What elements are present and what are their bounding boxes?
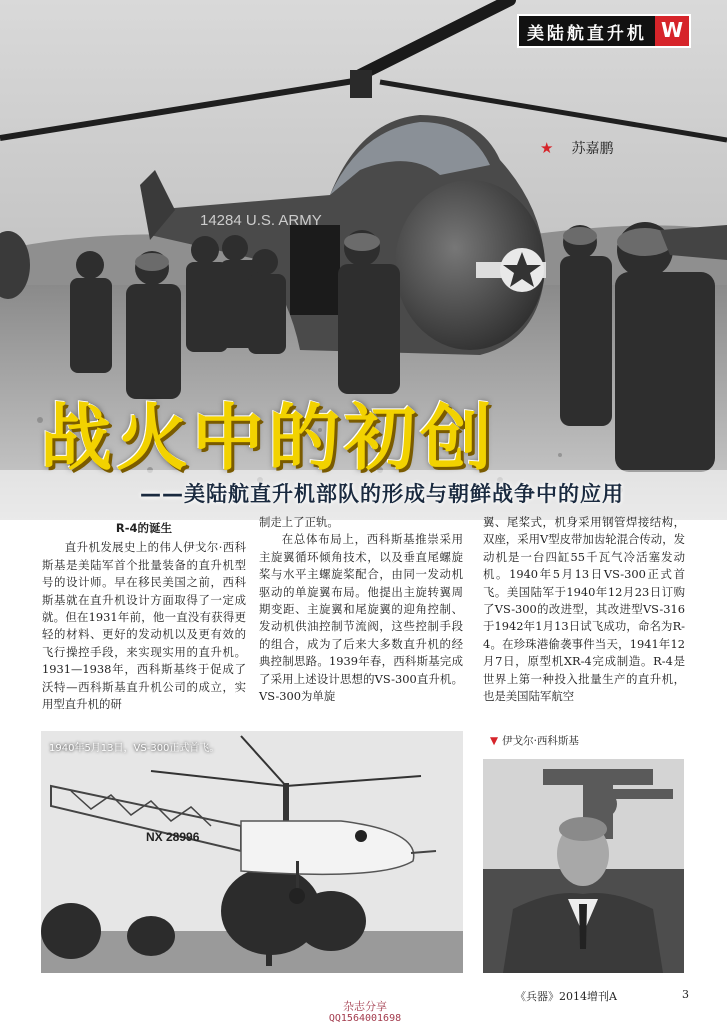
tail-marking: 14284 U.S. ARMY: [200, 212, 322, 229]
section-tag: [517, 14, 691, 48]
portrait-caption: [490, 733, 579, 748]
article-column-3: [483, 514, 685, 705]
watermark-line-1: 杂志分享: [343, 1000, 387, 1013]
photo-caption: 1940年5月13日，VS-300正式首飞。: [49, 743, 220, 754]
section-letter: W: [655, 16, 689, 46]
section-label: 美陆航直升机: [519, 16, 655, 46]
magazine-issue: 《兵器》2014增刊A: [515, 990, 617, 1003]
sikorsky-portrait-photo: [483, 759, 684, 973]
paragraph: 直升机发展史上的伟人伊戈尔·西科斯基是美陆军首个批量装备的直升机型号的设计师。早在移民美国之前，西科斯基就在直升机设计方面取得了一定成就。但在1931年前，他一直没有获得更轻的材料、更好的发动机以及更有效的飞行操控手段，来实现实用的直升机。1931—1938年，西科斯基终于促成了沃特—西科斯基直升机公司的成立，实用型直升机的研: [42, 540, 246, 712]
page-number: 3: [682, 988, 689, 1001]
portrait-drawing: [483, 759, 684, 973]
paragraph: 翼、尾桨式，机身采用钢管焊接结构，双座，采用V型皮带加齿轮混合传动，发动机是一台四缸55千瓦气冷活塞发动机。1940年5月13日VS-300正式首飞。美国陆军于1940年12月23日订购了VS-300的改进型，其改进型VS-316于1942年1月13日试飞成功，命名为R-4。在珍珠港偷袭事件当天，1941年12月7日，原型机XR-4完成制造。R-4是世界上第一种投入批量生产的直升机，也是美国陆军航空: [483, 515, 685, 704]
vs300-photo-drawing: [41, 731, 463, 973]
paragraph: 制走上了正轨。: [259, 515, 339, 529]
star-icon: ★: [540, 139, 554, 157]
watermark: [320, 1001, 410, 1025]
vs300-photo: [41, 731, 463, 973]
author-byline: [540, 138, 613, 158]
fuselage-marking: NX 28996: [146, 830, 200, 844]
portrait-caption-text: 伊戈尔·西科斯基: [502, 735, 579, 747]
article-column-2: [259, 514, 463, 705]
triangle-down-icon: ▼: [490, 735, 499, 747]
subtitle: ——美陆航直升机部队的形成与朝鲜战争中的应用: [140, 482, 624, 506]
article-column-1: [42, 520, 246, 713]
main-title: 战火中的初创: [40, 396, 497, 480]
paragraph: 在总体布局上，西科斯基推崇采用主旋翼循环倾角技术，以及垂直尾螺旋桨与水平主螺旋桨配合，由同一发动机驱动的单旋翼布局。他提出主旋转翼周期变距、主旋翼和尾旋翼的迎角控制、发动机供油控制节流阀，这些控制手段的组合，成为了后来大多数直升机的经典控制思路。1939年春，西科斯基完成了采用上述设计思想的VS-300直升机。VS-300为单旋: [259, 532, 463, 704]
watermark-line-2: QQ1564001698: [328, 1013, 402, 1024]
section-heading: R-4的诞生: [115, 521, 173, 535]
author-name: 苏嘉鹏: [571, 141, 614, 157]
